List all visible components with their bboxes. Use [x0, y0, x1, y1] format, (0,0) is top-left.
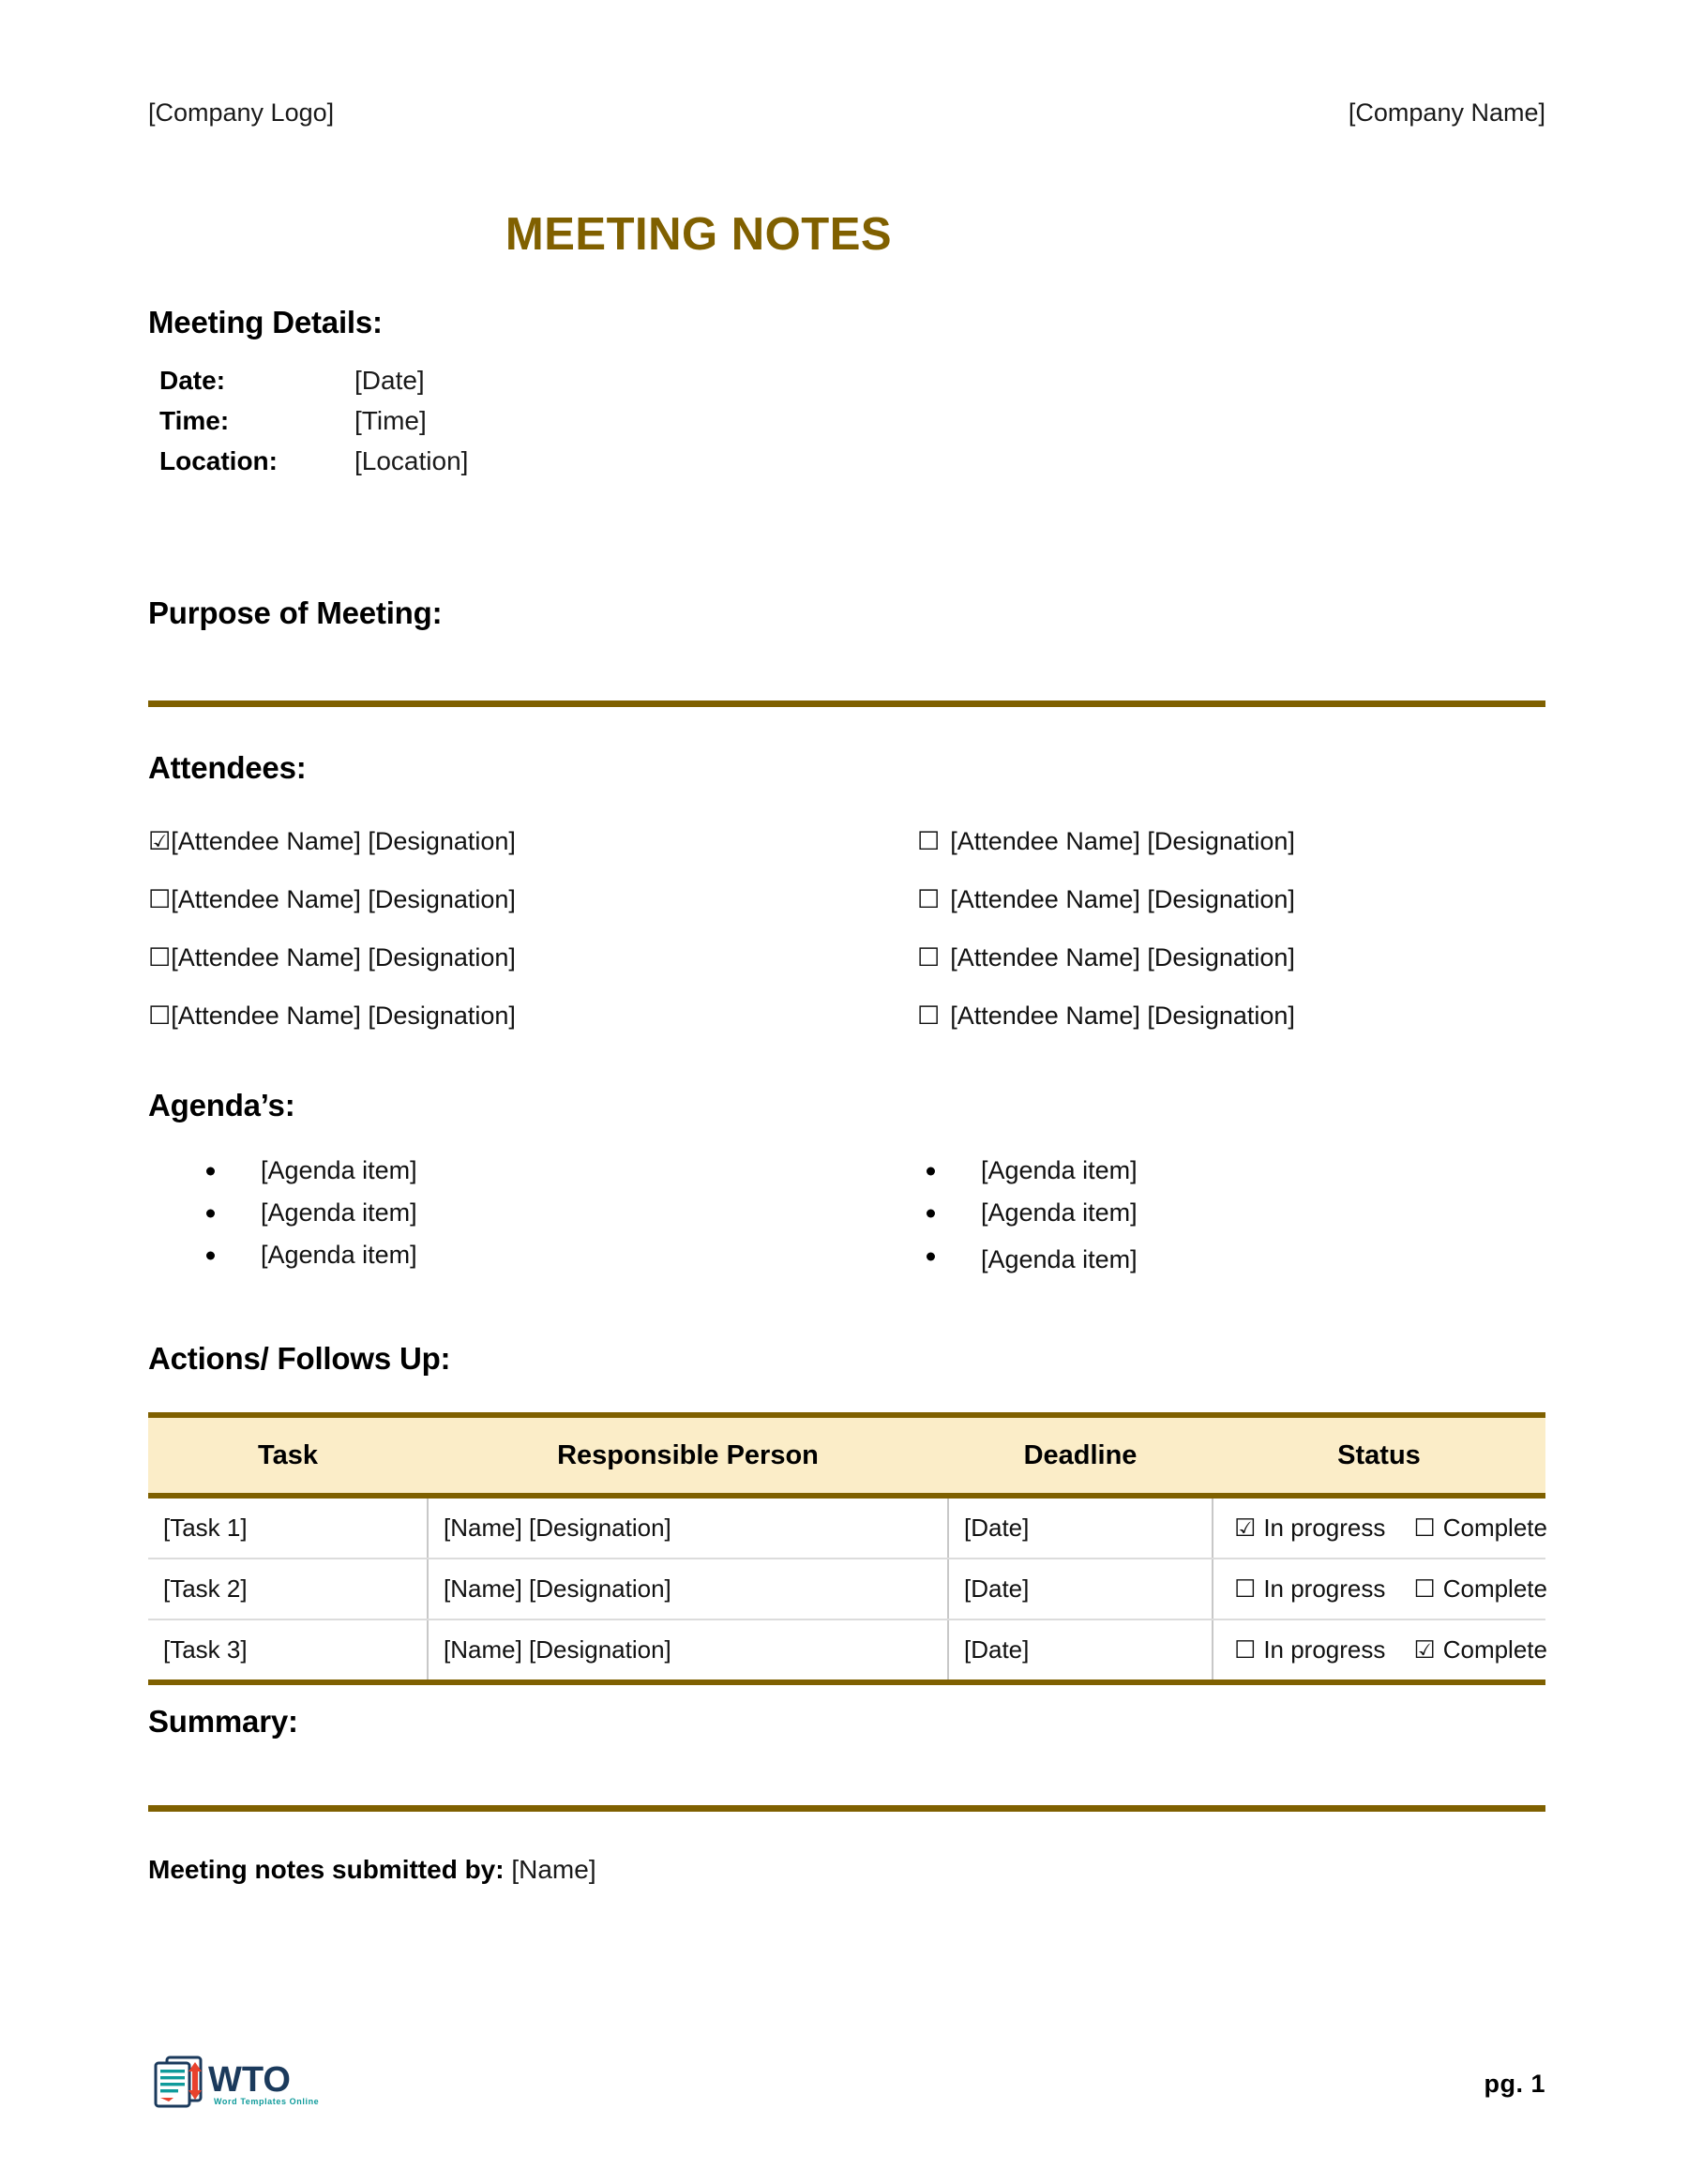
- attendee-label: [Attendee Name] [Designation]: [950, 885, 1295, 913]
- detail-label-location: Location:: [159, 446, 278, 475]
- cell-responsible-person: [Name] [Designation]: [428, 1559, 948, 1619]
- status-option-in-progress[interactable]: [1234, 1514, 1385, 1543]
- cell-responsible-person: [Name] [Designation]: [428, 1496, 948, 1559]
- bullet-icon: [206, 1251, 215, 1259]
- detail-label-date: Date:: [159, 366, 226, 395]
- bullet-icon: [927, 1209, 935, 1217]
- agenda-list-item: [880, 1234, 1545, 1279]
- attendee-item[interactable]: [898, 870, 1545, 928]
- cell-task: [Task 2]: [148, 1559, 428, 1619]
- detail-row-date: [159, 366, 1545, 406]
- attendee-label: [Attendee Name] [Designation]: [171, 1002, 516, 1030]
- checkbox-icon[interactable]: ☐: [1413, 1514, 1436, 1543]
- page-number: pg. 1: [1484, 2069, 1545, 2098]
- bullet-icon: [927, 1167, 935, 1175]
- agendas-grid: [148, 1150, 1545, 1279]
- agenda-label: [Agenda item]: [261, 1198, 417, 1227]
- status-options: [1234, 1514, 1545, 1543]
- attendees-section: [148, 750, 1545, 1045]
- attendee-item[interactable]: [898, 812, 1545, 870]
- meeting-details-section: [148, 305, 1545, 487]
- detail-label-time: Time:: [159, 406, 230, 435]
- submitted-by-label: Meeting notes submitted by:: [148, 1855, 505, 1884]
- checkbox-icon[interactable]: ☐: [148, 943, 172, 972]
- agenda-label: [Agenda item]: [981, 1245, 1138, 1273]
- actions-table-body: [148, 1496, 1545, 1682]
- checkbox-icon[interactable]: ☑: [1234, 1514, 1257, 1543]
- attendee-label: [Attendee Name] [Designation]: [171, 943, 516, 972]
- wto-logo: [148, 2050, 326, 2117]
- attendees-heading: Attendees:: [148, 750, 307, 785]
- meeting-details-heading: Meeting Details:: [148, 305, 383, 339]
- attendee-item[interactable]: [148, 987, 898, 1045]
- agenda-label: [Agenda item]: [981, 1156, 1138, 1184]
- column-header-task: Task: [148, 1415, 428, 1496]
- status-label: Complete: [1442, 1635, 1547, 1664]
- agenda-column-right: [880, 1150, 1545, 1279]
- svg-text:WTO: WTO: [208, 2060, 291, 2100]
- document-footer: [148, 2050, 1545, 2117]
- agenda-list-item: [880, 1150, 1545, 1192]
- cell-deadline: [Date]: [948, 1619, 1213, 1682]
- agenda-label: [Agenda item]: [261, 1156, 417, 1184]
- checkbox-icon[interactable]: ☑: [1413, 1636, 1436, 1664]
- detail-value-location: [Location]: [354, 446, 469, 475]
- bullet-icon: [206, 1167, 215, 1175]
- agendas-heading: Agenda’s:: [148, 1088, 295, 1122]
- cell-task: [Task 1]: [148, 1496, 428, 1559]
- checkbox-icon[interactable]: ☐: [1413, 1575, 1436, 1604]
- cell-deadline: [Date]: [948, 1496, 1213, 1559]
- attendee-label: [Attendee Name] [Designation]: [171, 827, 516, 855]
- agenda-list-item: [148, 1192, 880, 1234]
- status-label: In progress: [1263, 1514, 1386, 1542]
- status-options: [1234, 1635, 1545, 1664]
- table-header-row: [148, 1415, 1545, 1496]
- checkbox-icon[interactable]: ☐: [917, 943, 941, 972]
- actions-table: [148, 1412, 1545, 1685]
- status-option-complete[interactable]: [1413, 1514, 1547, 1543]
- checkbox-icon[interactable]: ☐: [917, 885, 941, 914]
- status-option-in-progress[interactable]: [1234, 1635, 1385, 1664]
- submitted-by-value: [Name]: [511, 1855, 596, 1884]
- status-option-complete[interactable]: [1413, 1574, 1547, 1604]
- checkbox-icon[interactable]: ☐: [148, 1002, 172, 1031]
- divider-rule-purpose: [148, 700, 1545, 707]
- attendee-item[interactable]: [148, 812, 898, 870]
- submitted-by-line: [148, 1855, 596, 1885]
- agenda-list-item: [148, 1150, 880, 1192]
- table-row: [148, 1619, 1545, 1682]
- attendee-item[interactable]: [148, 870, 898, 928]
- status-label: In progress: [1263, 1635, 1386, 1664]
- attendee-item[interactable]: [898, 928, 1545, 987]
- purpose-of-meeting-heading: Purpose of Meeting:: [148, 595, 443, 630]
- attendee-item[interactable]: [898, 987, 1545, 1045]
- document-header: [148, 98, 1545, 128]
- table-row: [148, 1559, 1545, 1619]
- company-name-placeholder: [Company Name]: [1348, 98, 1545, 127]
- detail-row-location: [159, 446, 1545, 487]
- checkbox-icon[interactable]: ☐: [148, 885, 172, 914]
- status-option-complete[interactable]: [1413, 1635, 1547, 1664]
- checkbox-icon[interactable]: ☑: [148, 827, 172, 856]
- svg-text:Word Templates Online: Word Templates Online: [214, 2097, 320, 2106]
- detail-value-time: [Time]: [354, 406, 427, 435]
- agenda-column-left: [148, 1150, 880, 1279]
- status-options: [1234, 1574, 1545, 1604]
- attendee-label: [Attendee Name] [Designation]: [950, 943, 1295, 972]
- status-option-in-progress[interactable]: [1234, 1574, 1385, 1604]
- cell-task: [Task 3]: [148, 1619, 428, 1682]
- cell-responsible-person: [Name] [Designation]: [428, 1619, 948, 1682]
- checkbox-icon[interactable]: ☐: [917, 827, 941, 856]
- meeting-details-list: [148, 366, 1545, 487]
- column-header-deadline: Deadline: [948, 1415, 1213, 1496]
- detail-value-date: [Date]: [354, 366, 425, 395]
- actions-table-header: [148, 1415, 1545, 1496]
- company-logo-placeholder: [Company Logo]: [148, 98, 335, 127]
- checkbox-icon[interactable]: ☐: [1234, 1575, 1257, 1604]
- checkbox-icon[interactable]: ☐: [917, 1002, 941, 1031]
- cell-status: [1213, 1619, 1545, 1682]
- attendee-item[interactable]: [148, 928, 898, 987]
- divider-rule-summary: [148, 1805, 1545, 1812]
- attendee-label: [Attendee Name] [Designation]: [950, 1002, 1295, 1030]
- column-header-responsible-person: Responsible Person: [428, 1415, 948, 1496]
- status-label: Complete: [1442, 1574, 1547, 1603]
- status-label: Complete: [1442, 1514, 1547, 1542]
- column-header-status: Status: [1213, 1415, 1545, 1496]
- attendee-label: [Attendee Name] [Designation]: [171, 885, 516, 913]
- cell-deadline: [Date]: [948, 1559, 1213, 1619]
- cell-status: [1213, 1496, 1545, 1559]
- table-row: [148, 1496, 1545, 1559]
- actions-follow-up-heading: Actions/ Follows Up:: [148, 1341, 451, 1376]
- bullet-icon: [927, 1253, 935, 1261]
- bullet-icon: [206, 1209, 215, 1217]
- checkbox-icon[interactable]: ☐: [1234, 1636, 1257, 1664]
- agenda-list-item: [880, 1192, 1545, 1234]
- summary-heading: Summary:: [148, 1704, 298, 1739]
- attendee-label: [Attendee Name] [Designation]: [950, 827, 1295, 855]
- agendas-section: [148, 1088, 1545, 1279]
- status-label: In progress: [1263, 1574, 1386, 1603]
- agenda-label: [Agenda item]: [261, 1241, 417, 1269]
- detail-row-time: [159, 406, 1545, 446]
- page-title: MEETING NOTES: [505, 209, 893, 260]
- cell-status: [1213, 1559, 1545, 1619]
- attendees-grid: [148, 812, 1545, 1045]
- agenda-list-item: [148, 1234, 880, 1276]
- agenda-label: [Agenda item]: [981, 1198, 1138, 1227]
- wto-logo-icon: [148, 2053, 326, 2115]
